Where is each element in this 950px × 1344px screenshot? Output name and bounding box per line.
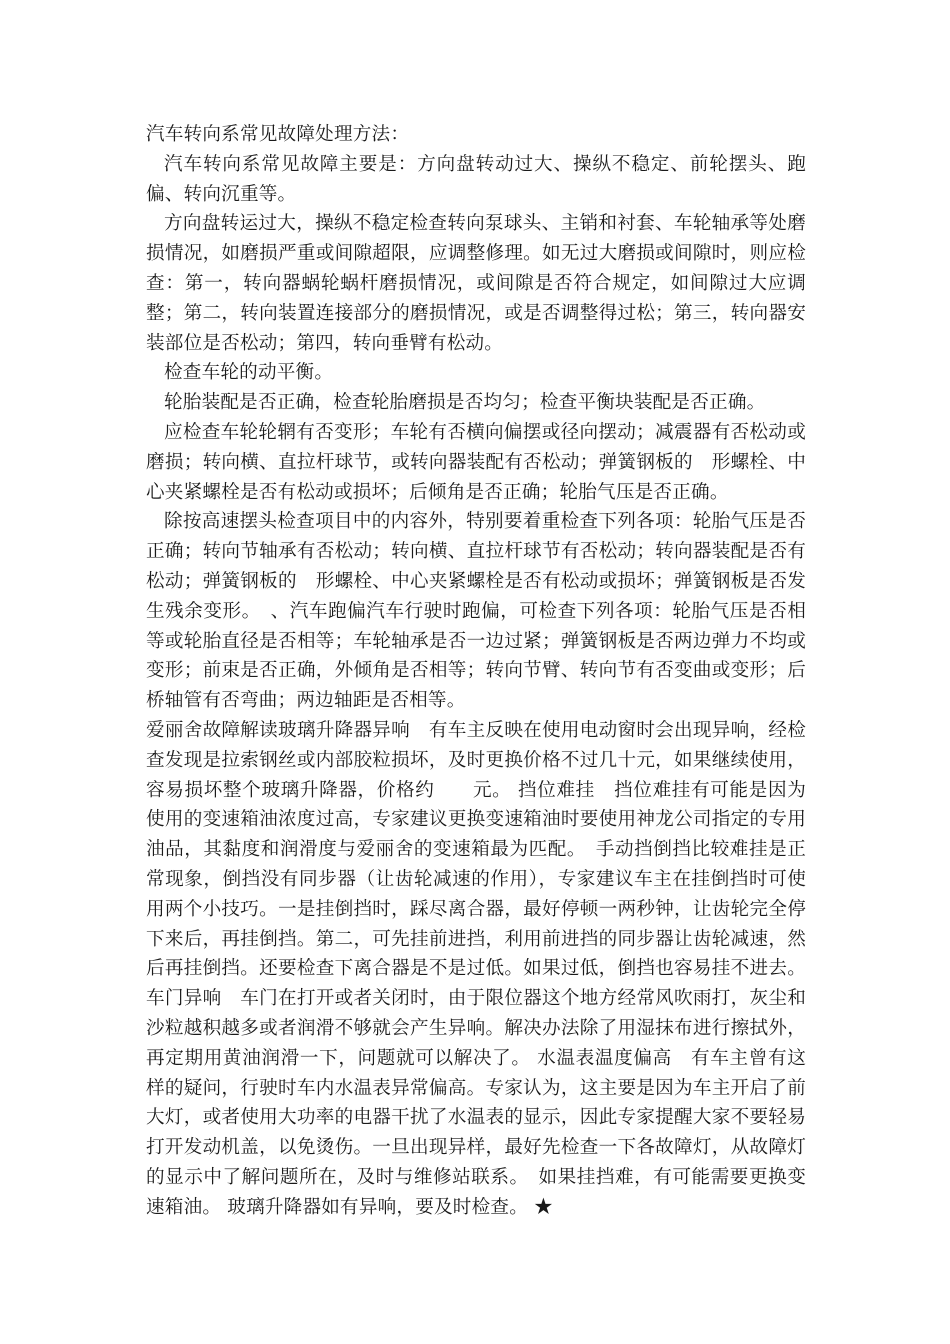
paragraph-elysee-faults: 爱丽舍故障解读玻璃升降器异响 有车主反映在使用电动窗时会出现异响，经检查发现是拉索钢丝或内部胶粒损坏，及时更换价格不过几十元，如果继续使用，容易损坏整个玻璃升降器，价格约 元。 挡位难挂 挡位难挂有可能是因为使用的变速箱油浓度过高，专家建议更换变速箱油时要使用神龙公司指定的专用油品，其黏度和润滑度与爱丽舍的变速箱最为匹配。 手动挡倒挡比较难挂是正常现象，倒挡没有同步器（让齿轮减速的作用），专家建议车主在挂倒挡时可使用两个小技巧。一是挂倒挡时，踩尽离合器，最好停顿一两秒钟，让齿轮完全停下来后，再挂倒挡。第二，可先挂前进挡，利用前进挡的同步器让齿轮减速，然后再挂倒挡。还要检查下离合器是不是过低。如果过低，倒挡也容易挂不进去。 车门异响 车门在打开或者关闭时，由于限位器这个地方经常风吹雨打，灰尘和沙粒越积越多或者润滑不够就会产生异响。解决办法除了用湿抹布进行擦拭外，再定期用黄油润滑一下，问题就可以解决了。 水温表温度偏高 有车主曾有这样的疑问，行驶时车内水温表异常偏高。专家认为，这主要是因为车主开启了前大灯，或者使用大功率的电器干扰了水温表的显示，因此专家提醒大家不要轻易打开发动机盖，以免烫伤。一旦出现异样，最好先检查一下各故障灯，从故障灯的显示中了解问题所在，及时与维修站联系。 如果挂挡难，有可能需要更换变速箱油。 玻璃升降器如有异响，要及时检查。 ★ — [146, 719, 806, 1218]
paragraph-wheel-balance: 检查车轮的动平衡。 — [164, 362, 334, 384]
paragraph-steering-wheel-play: 方向盘转运过大，操纵不稳定检查转向泵球头、主销和衬套、车轮轴承等处磨损情况，如磨损严重或间隙超限，应调整修理。如无过大磨损或间隙时，则应检查：第一，转向器蜗轮蜗杆磨损情况，或间隙是否符合规定，如间隙过大应调整；第二，转向装置连接部分的磨损情况，或是否调整得过松；第三，转向器安装部位是否松动；第四，转向垂臂有松动。 — [146, 213, 806, 354]
paragraph-common-faults: 汽车转向系常见故障主要是：方向盘转动过大、操纵不稳定、前轮摆头、跑偏、转向沉重等。 — [146, 153, 806, 205]
document-page — [146, 120, 806, 1222]
document-title: 汽车转向系常见故障处理方法： — [146, 124, 410, 145]
paragraph-high-speed-shimmy: 除按高速摆头检查项目中的内容外，特别要着重检查下列各项：轮胎气压是否正确；转向节轴承有否松动；转向横、直拉杆球节有否松动；转向器装配是否有松动；弹簧钢板的 形螺栓、中心夹紧螺栓是否有松动或损坏；弹簧钢板是否发生残余变形。 、汽车跑偏汽车行驶时跑偏，可检查下列各项：轮胎气压是否相等或轮胎直径是否相等；车轮轴承是否一边过紧；弹簧钢板是否两边弹力不均或变形；前束是否正确，外倾角是否相等；转向节臂、转向节有否变曲或变形；后桥轴管有否弯曲；两边轴距是否相等。 — [146, 511, 806, 712]
paragraph-tire-assembly: 轮胎装配是否正确，检查轮胎磨损是否均匀；检查平衡块装配是否正确。 — [164, 392, 766, 414]
paragraph-rim-check: 应检查车轮轮辋有否变形；车轮有否横向偏摆或径向摆动；减震器有否松动或磨损；转向横、直拉杆球节，或转向器装配有否松动；弹簧钢板的 形螺栓、中心夹紧螺栓是否有松动或损坏；后倾角是否正确；轮胎气压是否正确。 — [146, 421, 806, 503]
